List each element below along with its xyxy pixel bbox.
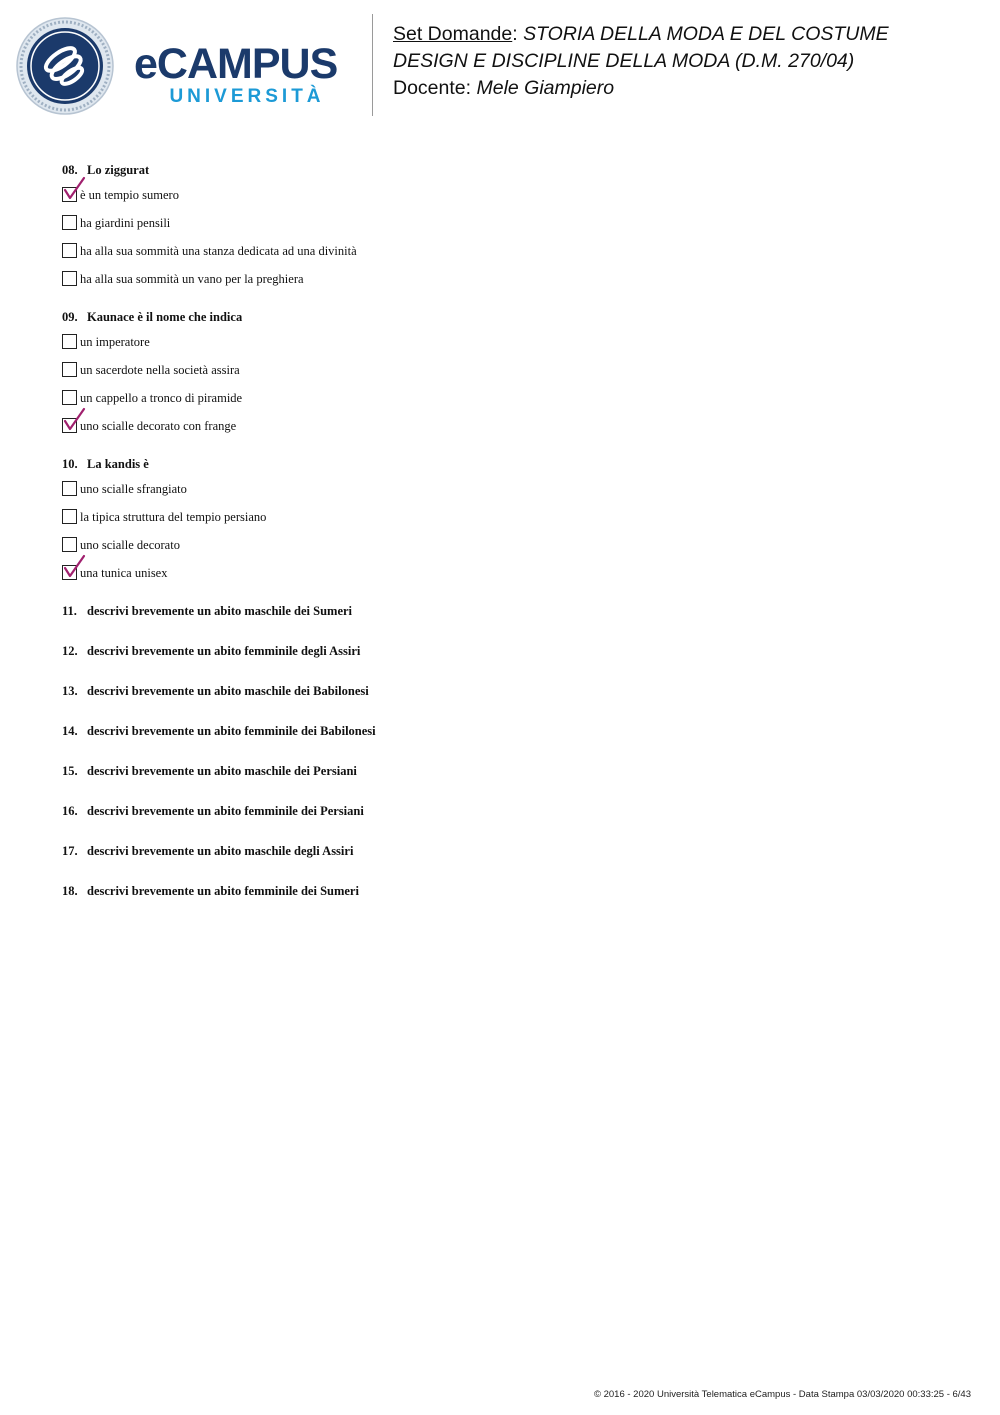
- open-question: 15. descrivi brevemente un abito maschile dei Persiani: [62, 764, 357, 778]
- answer-option[interactable]: [62, 418, 962, 446]
- answer-text: un sacerdote nella società assira: [80, 363, 240, 377]
- answer-option[interactable]: [62, 565, 962, 593]
- answer-checkbox[interactable]: [62, 537, 77, 552]
- set-label: Set Domande: [393, 23, 513, 45]
- answer-checkbox[interactable]: [62, 334, 77, 349]
- ecampus-wordmark: [134, 40, 356, 84]
- answer-option[interactable]: [62, 271, 962, 299]
- course-line: DESIGN E DISCIPLINE DELLA MODA (D.M. 270/04): [393, 50, 855, 72]
- answer-option[interactable]: [62, 537, 962, 565]
- answer-text: è un tempio sumero: [80, 188, 179, 202]
- answer-text: un imperatore: [80, 335, 150, 349]
- answer-option[interactable]: [62, 509, 962, 537]
- answer-text: ha giardini pensili: [80, 216, 171, 230]
- answer-text: ha alla sua sommità un vano per la preghiera: [80, 272, 304, 286]
- header-divider: [372, 14, 373, 116]
- question-09: [62, 309, 962, 446]
- question-title: 09. Kaunace è il nome che indica: [62, 310, 243, 324]
- answer-text: uno scialle decorato: [80, 538, 180, 552]
- svg-text:eCAMPUS: eCAMPUS: [134, 40, 338, 84]
- ecampus-logo-seal: [14, 16, 116, 116]
- answer-text: un cappello a tronco di piramide: [80, 391, 243, 405]
- answer-option[interactable]: [62, 481, 962, 509]
- teacher-line: [393, 75, 889, 102]
- open-question: 12. descrivi brevemente un abito femminile degli Assiri: [62, 644, 361, 658]
- answer-option[interactable]: [62, 187, 962, 215]
- answer-checkbox[interactable]: [62, 243, 77, 258]
- set-title: STORIA DELLA MODA E DEL COSTUME: [523, 23, 889, 45]
- teacher-name: Mele Giampiero: [476, 77, 615, 99]
- open-question: 16. descrivi brevemente un abito femminile dei Persiani: [62, 804, 364, 818]
- open-question: 14. descrivi brevemente un abito femminile dei Babilonesi: [62, 724, 376, 738]
- answer-checkbox[interactable]: [62, 362, 77, 377]
- answer-checkbox[interactable]: [62, 481, 77, 496]
- answer-checkbox[interactable]: [62, 390, 77, 405]
- set-line: Set Domande: STORIA DELLA MODA E DEL COSTUME: [393, 23, 889, 45]
- header-info: [393, 21, 889, 102]
- answer-option[interactable]: [62, 390, 962, 418]
- answer-text: la tipica struttura del tempio persiano: [80, 510, 267, 524]
- answer-option[interactable]: [62, 243, 962, 271]
- answer-text: una tunica unisex: [80, 566, 168, 580]
- answer-text: ha alla sua sommità una stanza dedicata ad una divinità: [80, 244, 357, 258]
- answer-option[interactable]: [62, 334, 962, 362]
- open-question: 18. descrivi brevemente un abito femminile dei Sumeri: [62, 884, 359, 898]
- question-10: [62, 456, 962, 593]
- teacher-label: Docente:: [393, 77, 472, 99]
- question-title: 08. Lo ziggurat: [62, 163, 150, 177]
- answer-checkbox[interactable]: [62, 509, 77, 524]
- answer-option[interactable]: [62, 362, 962, 390]
- answer-text: uno scialle sfrangiato: [80, 482, 187, 496]
- question-title: 10. La kandis è: [62, 457, 149, 471]
- answer-checkbox[interactable]: [62, 271, 77, 286]
- open-question: 13. descrivi brevemente un abito maschile dei Babilonesi: [62, 684, 369, 698]
- question-list: [62, 162, 962, 923]
- page-footer: © 2016 - 2020 Università Telematica eCampus - Data Stampa 03/03/2020 00:33:25 - 6/43: [593, 1389, 971, 1400]
- brand-subtitle: UNIVERSITÀ: [169, 86, 325, 107]
- open-question: 17. descrivi brevemente un abito maschile degli Assiri: [62, 844, 354, 858]
- answer-option[interactable]: [62, 215, 962, 243]
- answer-checkbox[interactable]: [62, 215, 77, 230]
- answer-text: uno scialle decorato con frange: [80, 419, 237, 433]
- question-08: [62, 162, 962, 299]
- open-question: 11. descrivi brevemente un abito maschile dei Sumeri: [62, 604, 353, 618]
